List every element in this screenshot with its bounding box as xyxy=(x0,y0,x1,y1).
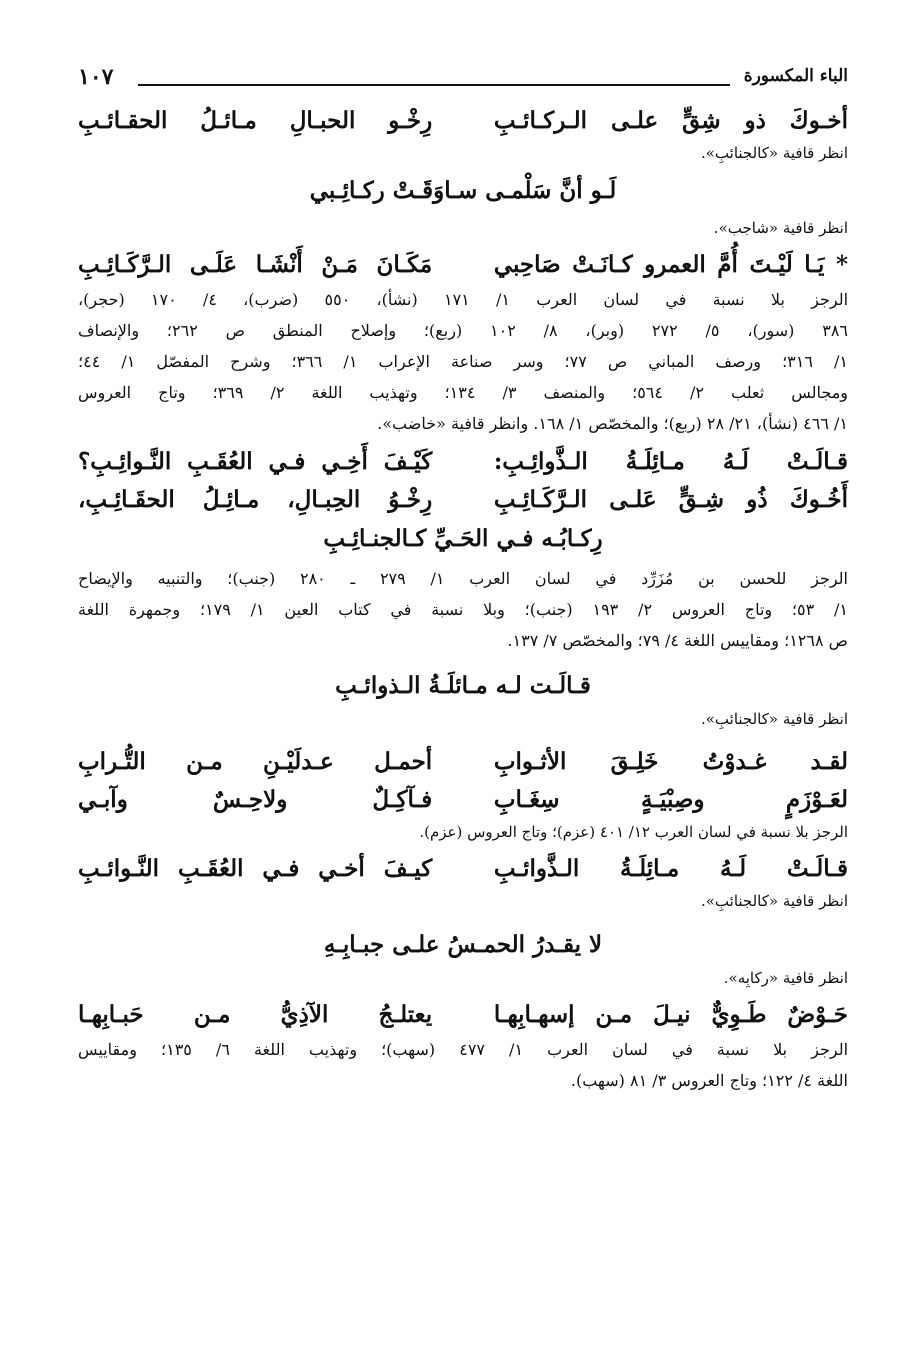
verse-6 xyxy=(78,781,848,819)
citation-line: ١/ ٥٣؛ وتاج العروس ٢/ ١٩٣ (جنب)؛ وبلا نسبة في كتاب العين ١/ ١٧٩؛ وجمهرة اللغة xyxy=(78,600,848,619)
verse-left-hemistich: كَيْـفَ أَخِـي فـي العُقَـبِ النَّـوائِـبِ؟ xyxy=(78,448,433,475)
verse-3 xyxy=(78,443,848,481)
citation-line: الرجز للحسن بن مُزَرِّد في لسان العرب ١/ ٢٧٩ ـ ٢٨٠ (جنب)؛ والتنبيه والإيضاح xyxy=(78,569,849,588)
citation-line: ٣٨٦ (سور)، ٥/ ٢٧٢ (وبر)، ٨/ ١٠٢ (ربع)؛ وإصلاح المنطق ص ٢٦٢؛ والإنصاف xyxy=(78,321,848,340)
header-rule xyxy=(138,84,730,86)
verse-right-hemistich: لعَـوْزَمٍ وصِبْيَـةٍ سِغَـابِ xyxy=(493,786,848,813)
citation-paragraph-3 xyxy=(78,1034,848,1096)
verse-5 xyxy=(78,743,848,781)
verse-7 xyxy=(78,850,848,888)
citation-line: ١/ ٤٦٦ (نشأ)، ٢١/ ٢٨ (ربع)؛ والمخصّص ١/ ١٦٨. وانظر قافية «خاضب». xyxy=(377,414,848,433)
verse-right-hemistich: * يَـا لَيْـتَ أُمَّ العمرو كـانَـتْ صَاحِبي xyxy=(493,251,848,278)
verse-right-hemistich: أخـوكَ ذو شِقٍّ علـى الـركـائـبِ xyxy=(493,107,848,134)
centered-verse-2: رِكـابُـه فـي الحَـيِّ كـالجنـائِـبِ xyxy=(323,525,603,552)
verse-left-hemistich: فـآكِـلٌ ولاحِـسٌ وآبـي xyxy=(78,786,433,813)
centered-verse-3: قـالَـت لـه مـائلَـةُ الـذوائـبِ xyxy=(335,672,591,699)
page-header xyxy=(78,60,848,92)
centered-verse-4: لا يقـدرُ الحمـسُ علـى جبـابِـهِ xyxy=(323,931,603,958)
verse-1 xyxy=(78,102,848,140)
verse-left-hemistich: رِخْـو الحبـالِ مـائـلُ الحقـائـبِ xyxy=(78,107,433,134)
verse-right-hemistich: قـالَـتْ لَـهُ مـائِلَـةُ الـذَّوائِـبِ: xyxy=(493,448,848,475)
citation-line: الرجز بلا نسبة في لسان العرب ١/ ٤٧٧ (سهب)؛ وتهذيب اللغة ٦/ ١٣٥؛ ومقاييس xyxy=(78,1040,849,1059)
citation-line: اللغة ٤/ ١٢٢؛ وتاج العروس ٣/ ٨١ (سهب). xyxy=(570,1071,848,1090)
centered-verse-1: لَـو أنَّ سَلْمـى سـاوَقَـتْ ركـائِـبي xyxy=(309,177,617,204)
verse-left-hemistich: رِخْـوُ الحِبـالِ، مـائِـلُ الحقَـائِـبِ، xyxy=(78,486,433,513)
verse-4 xyxy=(78,481,848,519)
cross-reference-note: انظر قافية «كالجنائبِ». xyxy=(700,892,848,910)
document-page xyxy=(78,60,848,1096)
verse-left-hemistich: يعتلـجُ الآذِيُّ مـن حَبـابِهـا xyxy=(78,1001,433,1028)
citation-line: الرجز بلا نسبة في لسان العرب ١/ ١٧١ (نشأ)، ٥٥٠ (ضرب)، ٤/ ١٧٠ (حجر)، xyxy=(78,290,849,309)
verse-right-hemistich: حَـوْضٌ طَـوِيٌّ نيـلَ مـن إسهـابِهـا xyxy=(493,1001,848,1028)
citation-paragraph-1 xyxy=(78,284,848,439)
verse-2 xyxy=(78,246,848,284)
citation-line: ومجالس ثعلب ٢/ ٥٦٤؛ والمنصف ٣/ ١٣٤؛ وتهذيب اللغة ٢/ ٣٦٩؛ وتاج العروس xyxy=(78,383,848,402)
verse-left-hemistich: أحمـل عـدلَيْـنِ مـن التُّـرابِ xyxy=(78,748,433,775)
verse-left-hemistich: كيـفَ أخـي فـي العُقَـبِ النَّـوائـبِ xyxy=(78,855,433,882)
cross-reference-note: انظر قافية «شاجب». xyxy=(713,219,848,237)
cross-reference-note: انظر قافية «ركابِه». xyxy=(723,969,848,987)
citation-paragraph-2 xyxy=(78,563,848,656)
citation-line: ص ١٢٦٨؛ ومقاييس اللغة ٤/ ٧٩؛ والمخصّص ٧/ ١٣٧. xyxy=(507,631,848,650)
verse-right-hemistich: قـالَـتْ لَـهُ مـائِلَـةُ الـذَّوائـبِ xyxy=(493,855,848,882)
citation-note: الرجز بلا نسبة في لسان العرب ١٢/ ٤٠١ (عزم)؛ وتاج العروس (عزم). xyxy=(419,823,848,841)
verse-left-hemistich: مَكَـانَ مَـنْ أَنْشَـا عَلَـى الـرَّكَـائِـبِ xyxy=(78,251,433,278)
cross-reference-note: انظر قافية «كالجنائبِ». xyxy=(700,710,848,728)
verse-right-hemistich: لقـد غـدوْتُ خَلِـقَ الأثـوابِ xyxy=(493,748,848,775)
verse-8 xyxy=(78,996,848,1034)
citation-line: ١/ ٣١٦؛ ورصف المباني ص ٧٧؛ وسر صناعة الإعراب ١/ ٣٦٦؛ وشرح المفصّل ١/ ٤٤؛ xyxy=(78,352,849,371)
cross-reference-note: انظر قافية «كالجنائبِ». xyxy=(700,144,848,162)
verse-right-hemistich: أَخُـوكَ ذُو شِـقٍّ عَلـى الـرَّكَـائِـبِ xyxy=(493,486,848,513)
running-title: الباء المكسورة xyxy=(743,66,848,86)
page-number: ١٠٧ xyxy=(78,64,114,90)
